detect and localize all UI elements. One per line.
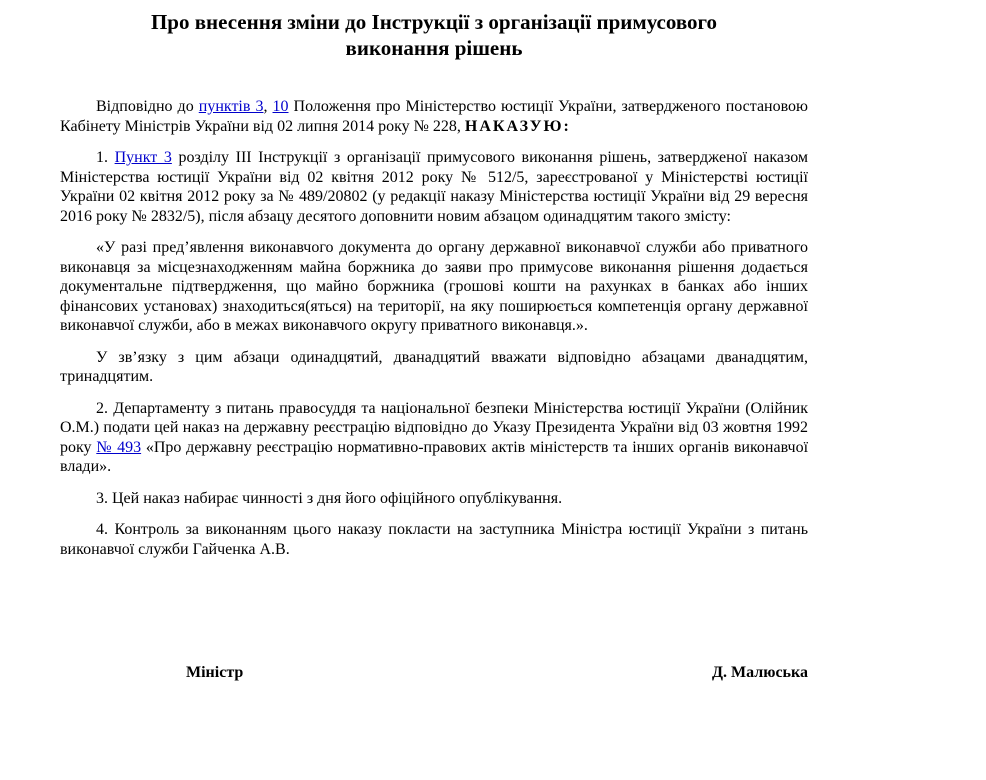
item-2-text-2: «Про державну реєстрацію нормативно-правових актів міністерств та інших органів виконавчої влади». — [60, 438, 809, 475]
item-1-text: розділу ІІІ Інструкції з організації примусового виконання рішень, затвердженої наказом Міністерства юстиції України від 02 квітня 2012 року № 512/5, зареєстрованої у Міністерстві юстиції України 02 квітня 2012 року за № 489/20802 (у редакції наказу Міністерства юстиції України від 29 вересня 2016 року № 2832/5), після абзацу десятого доповнити новим абзацом одинадцятим такого змісту: — [60, 149, 809, 225]
link-10[interactable]: 10 — [272, 98, 289, 115]
renumber-paragraph: У зв’язку з цим абзаци одинадцятий, дванадцятий вважати відповідно абзацами дванадцятим, тринадцятим. — [60, 348, 808, 385]
document-title — [60, 9, 808, 61]
signature-position: Міністр — [186, 664, 244, 681]
preamble-paragraph — [60, 97, 808, 136]
preamble-text-2: Положення про Міністерство юстиції України, затвердженого постановою Кабінету Міністрів України від 02 липня 2014 року № 228, — [60, 98, 809, 135]
signature-name: Д. Малюська — [712, 664, 808, 681]
document-body — [60, 97, 808, 571]
order-word: НАКАЗУЮ: — [464, 117, 571, 135]
item-1-number: 1. — [96, 149, 115, 166]
item-2-text: 2. Департаменту з питань правосуддя та національної безпеки Міністерства юстиції України (Олійник О.М.) подати цей наказ на державну реєстрацію відповідно до Указу Президента України від 03 жовтня 1992 року — [60, 399, 808, 456]
link-493[interactable]: № 493 — [96, 438, 142, 456]
quote-paragraph: «У разі пред’явлення виконавчого документа до органу державної виконавчої служби або приватного виконавця за місцезнаходженням майна боржника до заяви про примусове виконання рішення додається документальне підтвердження, що майно боржника (грошові кошти на рахунках в банках або інших фінансових установах) знаходиться(яться) на території, на яку поширюється компетенція органу державної виконавчої служби, або в межах виконавчого округу приватного виконавця.». — [60, 239, 808, 334]
preamble-separator: , — [263, 98, 273, 115]
item-3-paragraph: 3. Цей наказ набирає чинності з дня його офіційного опублікування. — [96, 489, 563, 507]
title-line-2: виконання рішень — [345, 36, 523, 60]
item-4-paragraph: 4. Контроль за виконанням цього наказу покласти на заступника Міністра юстиції України з питань виконавчої служби Гайченка А.В. — [60, 521, 808, 558]
link-punkt-3[interactable]: Пункт 3 — [114, 149, 172, 166]
item-2-paragraph — [60, 399, 808, 477]
preamble-text: Відповідно до — [96, 98, 199, 115]
title-line-1: Про внесення зміни до Інструкції з організації примусового — [150, 10, 718, 34]
link-punktiv-3[interactable]: пунктів 3 — [198, 98, 264, 115]
item-1-paragraph — [60, 148, 808, 226]
